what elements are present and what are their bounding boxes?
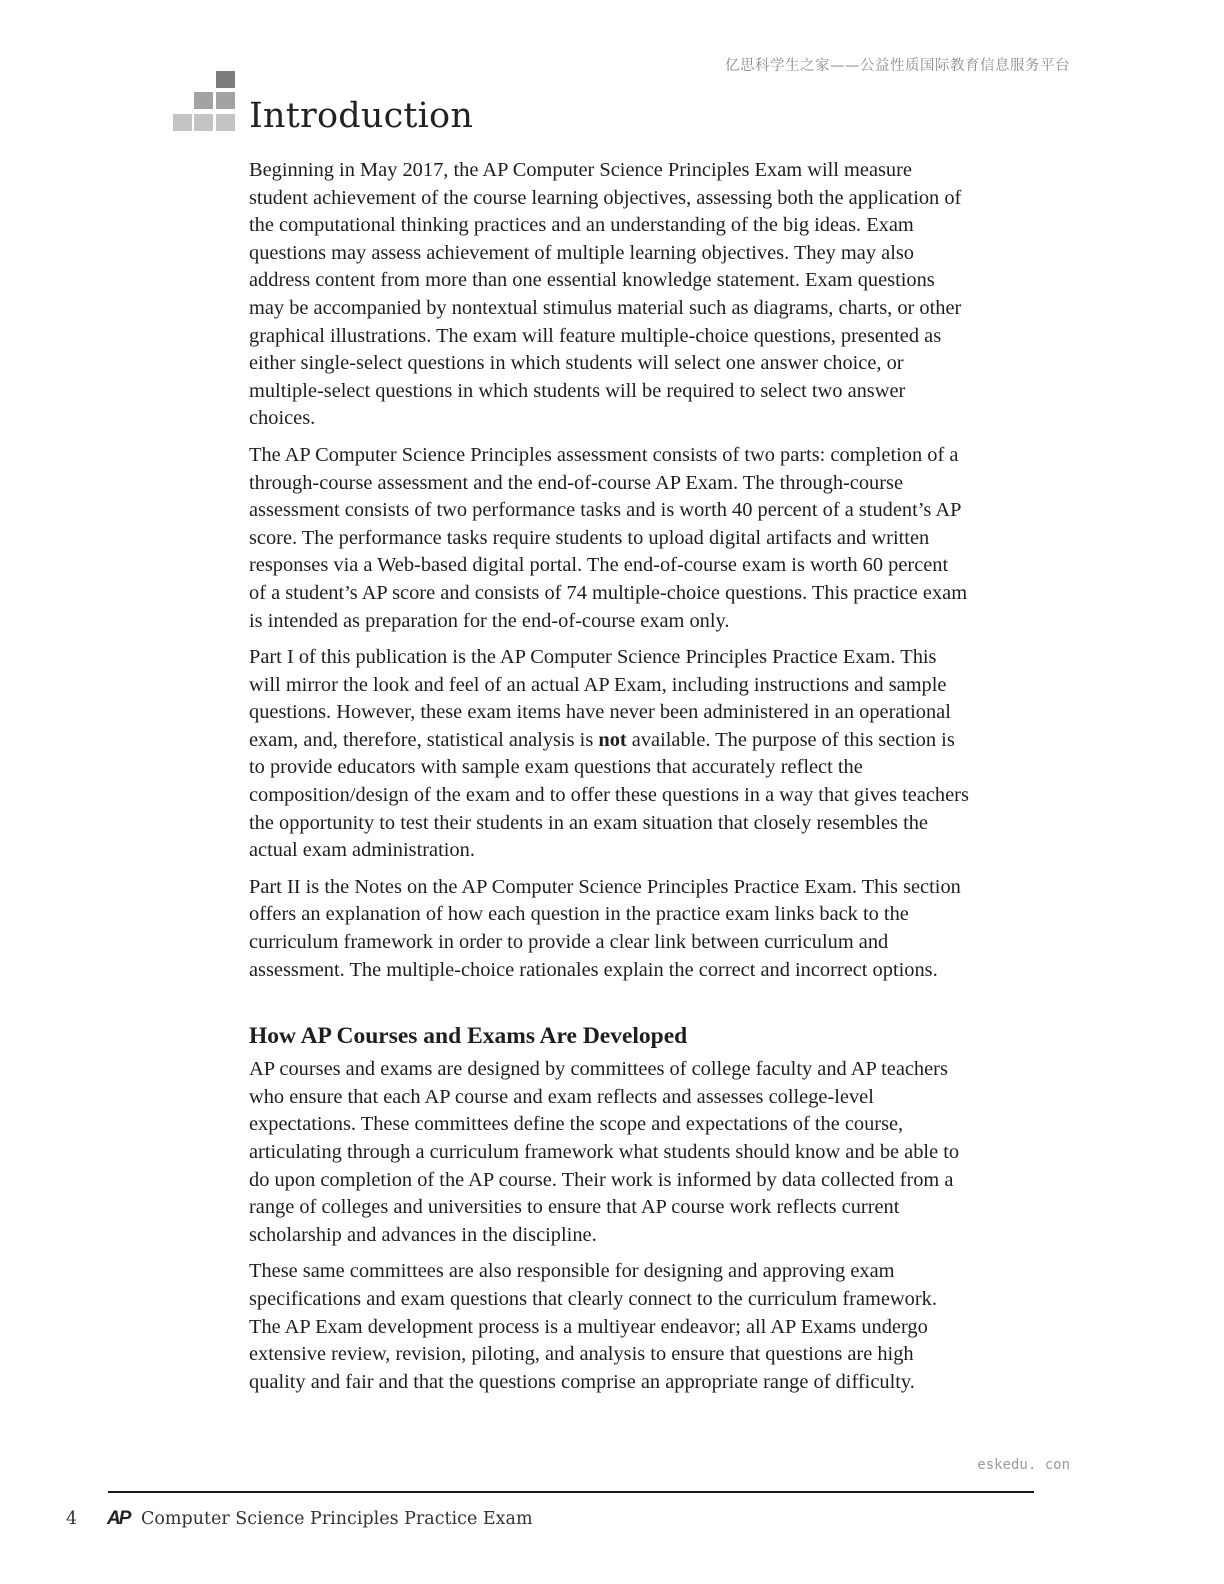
watermark-side: eskedu. con: [977, 1457, 1070, 1473]
footer-divider: [108, 1491, 1034, 1493]
intro-paragraph-2: The AP Computer Science Principles assessment consists of two parts: completion of a through-course assessment and the end-of-course AP Exam. The through-course assessment consists of two performance tasks and is worth 40 percent of a student’s AP score. The performance tasks require students to upload digital artifacts and written responses via a Web-based digital portal. The end-of-course exam is worth 60 percent of a student’s AP score and consists of 74 multiple-choice questions. This practice exam is intended as preparation for the end-of-course exam only.: [249, 443, 968, 632]
page-number: 4: [66, 1509, 78, 1529]
part-one-text-start: Part I of this publication is the AP Computer Science Principles Practice Exam. This will mirror the look and feel of an actual AP Exam, including instructions and sample questions. However, these exam items have never been administered in an operational exam, and, therefore, statistical analysis is: [249, 646, 951, 751]
stacked-blocks-icon: [173, 71, 236, 132]
ap-logo: AP: [107, 1508, 130, 1529]
part-one-paragraph: [249, 644, 969, 865]
main-content: [249, 157, 969, 1405]
page-title: Introduction: [249, 96, 474, 136]
part-one-bold-word: not: [598, 728, 627, 751]
part-two-paragraph: Part II is the Notes on the AP Computer Science Principles Practice Exam. This section offers an explanation of how each question in the practice exam links back to the curriculum framework in order to provide a clear link between curriculum and assessment. The multiple-choice rationales explain the correct and incorrect options.: [249, 875, 961, 981]
watermark-header: 亿思科学生之家——公益性质国际教育信息服务平台: [725, 58, 1070, 74]
section-paragraph-1: AP courses and exams are designed by committees of college faculty and AP teachers who ensure that each AP course and exam reflects and assesses college-level expectations. These committees define the scope and expectations of the course, articulating through a curriculum framework what students should know and be able to do upon completion of the AP course. Their work is informed by data collected from a range of colleges and universities to ensure that AP course work reflects current scholarship and advances in the discipline.: [249, 1058, 960, 1246]
part-one-text-end: available. The purpose of this section is to provide educators with sample exam questions that accurately reflect the composition/design of the exam and to offer these questions in a way that gives teachers the opportunity to test their students in an exam situation that closely resembles the actual exam administration.: [249, 728, 969, 862]
section-heading: How AP Courses and Exams Are Developed: [249, 1023, 688, 1050]
section-paragraph-2: These same committees are also responsible for designing and approving exam specifications and exam questions that clearly connect to the curriculum framework. The AP Exam development process is a multiyear endeavor; all AP Exams undergo extensive review, revision, piloting, and analysis to ensure that questions are high quality and fair and that the questions comprise an appropriate range of difficulty.: [249, 1260, 937, 1393]
footer-title: Computer Science Principles Practice Exam: [141, 1509, 533, 1529]
intro-paragraph-1: Beginning in May 2017, the AP Computer Science Principles Exam will measure student achievement of the course learning objectives, assessing both the application of the computational thinking practices and an understanding of the big ideas. Exam questions may assess achievement of multiple learning objectives. They may also address content from more than one essential knowledge statement. Exam questions may be accompanied by nontextual stimulus material such as diagrams, charts, or other graphical illustrations. The exam will feature multiple-choice questions, presented as either single-select questions in which students will select one answer choice, or multiple-select questions in which students will be required to select two answer choices.: [249, 159, 962, 430]
